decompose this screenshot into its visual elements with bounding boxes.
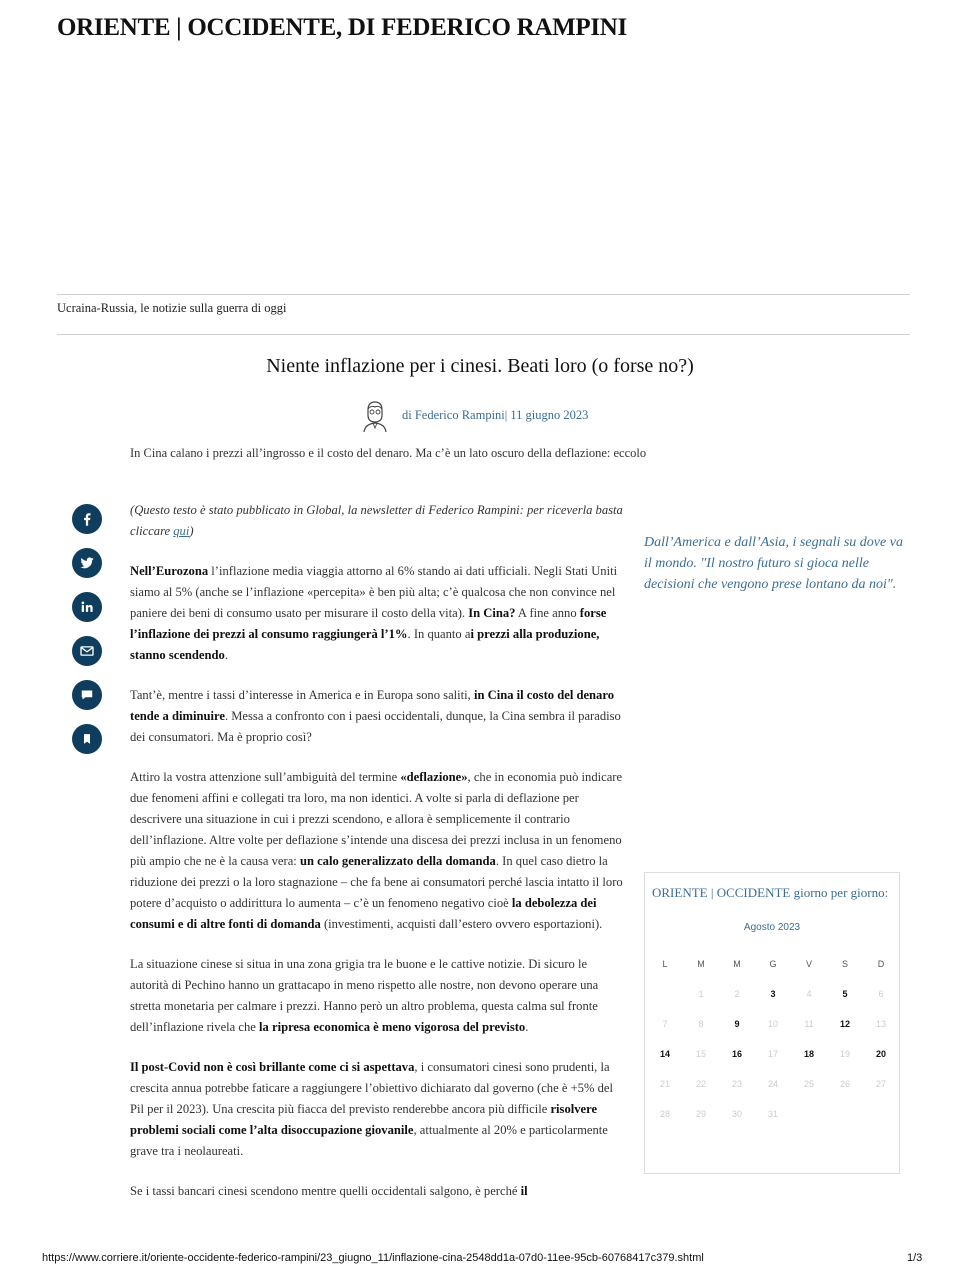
bookmark-button[interactable] bbox=[72, 724, 102, 754]
paragraph-text: l’inflazione media viaggia attorno al 6% stando ai dati ufficiali. Negli Stati Uniti siamo al 5% (anche se l’inflazione «percepita» è ben più alta; c’è qualcosa che non convince nel paniere dei beni di consumo usato per misurare il costo della vita). bbox=[130, 564, 618, 620]
paragraph-text: (investimenti, acquisti dall’estero ovvero esportazioni). bbox=[320, 917, 603, 931]
share-bar bbox=[72, 504, 102, 754]
calendar-day: 8 bbox=[698, 1019, 704, 1029]
email-share-button[interactable] bbox=[72, 636, 102, 666]
paragraph-text: . bbox=[224, 648, 228, 662]
calendar-day[interactable]: 20 bbox=[875, 1049, 886, 1059]
email-icon bbox=[78, 642, 96, 660]
calendar-day: 25 bbox=[803, 1079, 814, 1089]
paragraph-text: Tant’è, mentre i tassi d’interesse in America e in Europa sono saliti, bbox=[130, 688, 474, 702]
archive-calendar bbox=[644, 872, 900, 1174]
paragraph-text: . bbox=[525, 1020, 529, 1034]
calendar-empty-cell bbox=[791, 1099, 827, 1129]
calendar-weekday: D bbox=[877, 959, 885, 969]
paragraph-text: , attualmente al 20% e particolarmente grave tra i neolaureati. bbox=[130, 1123, 608, 1158]
calendar-empty-cell bbox=[827, 1099, 863, 1129]
linkedin-icon bbox=[78, 598, 96, 616]
facebook-share-button[interactable] bbox=[72, 504, 102, 534]
article-paragraph bbox=[130, 1181, 625, 1202]
calendar-day: 21 bbox=[659, 1079, 670, 1089]
paragraph-text: La situazione cinese si situa in una zona grigia tra le buone e le cattive notizie. Di sicuro le autorità di Pechino hanno un grattacapo in meno rispetto alle nostre, non devono operare una stretta monetaria per calmare i prezzi. Hanno però un altro problema, questa calma sul fronte dell’inflazione rivela che bbox=[130, 957, 599, 1034]
calendar-title: ORIENTE | OCCIDENTE giorno per giorno: bbox=[652, 885, 889, 900]
newsletter-note bbox=[130, 500, 625, 542]
article-subtitle: In Cina calano i prezzi all’ingrosso e il costo del denaro. Ma c’è un lato oscuro della deflazione: eccolo bbox=[130, 446, 647, 460]
calendar-weekday: L bbox=[662, 959, 668, 969]
calendar-day[interactable]: 16 bbox=[731, 1049, 742, 1059]
article-body bbox=[130, 500, 625, 1221]
calendar-weekday: M bbox=[697, 959, 705, 969]
paragraph-text: , i consumatori cinesi sono prudenti, la crescita annua potrebbe faticare a raggiungere l’obiettivo dichiarato dal governo (che è +5% del Pil per il 2023). Una crescita più fiacca del previsto renderebbe ancora più difficile bbox=[130, 1060, 613, 1116]
article-paragraph bbox=[130, 767, 625, 935]
bold-text: la debolezza dei consumi e di altre fonti di domanda bbox=[130, 896, 597, 931]
calendar-day: 29 bbox=[695, 1109, 706, 1119]
bold-text: la ripresa economica è meno vigorosa del previsto bbox=[259, 1020, 526, 1034]
bold-text: In Cina? bbox=[468, 606, 516, 620]
paragraph-text: . In quel caso dietro la riduzione dei prezzi o la loro stagnazione – che fa bene ai consumatori perché lascia intatto il loro potere d’acquisto o addirittura lo aumenta – c’è un fenomeno negativo cioè bbox=[130, 854, 623, 910]
calendar-day: 7 bbox=[662, 1019, 668, 1029]
calendar-day: 17 bbox=[767, 1049, 778, 1059]
note-text: (Questo testo è stato pubblicato in Global, la newsletter di Federico Rampini: per riceverla basta cliccare bbox=[130, 503, 623, 538]
byline bbox=[358, 398, 588, 432]
calendar-grid bbox=[647, 949, 899, 1129]
calendar-day: 10 bbox=[767, 1019, 778, 1029]
facebook-icon bbox=[78, 510, 96, 528]
bold-text: i prezzi alla produzione, stanno scendendo bbox=[130, 627, 600, 662]
calendar-day[interactable]: 5 bbox=[842, 989, 848, 999]
bold-text: Nell’Eurozona bbox=[130, 564, 209, 578]
twitter-icon bbox=[78, 554, 96, 572]
twitter-share-button[interactable] bbox=[72, 548, 102, 578]
calendar-day: 15 bbox=[695, 1049, 706, 1059]
calendar-day: 30 bbox=[731, 1109, 742, 1119]
calendar-day: 4 bbox=[806, 989, 812, 999]
bold-text: un calo generalizzato della domanda bbox=[299, 854, 496, 868]
comment-button[interactable] bbox=[72, 680, 102, 710]
calendar-day: 2 bbox=[734, 989, 740, 999]
author-avatar bbox=[358, 398, 392, 432]
calendar-weekday: M bbox=[733, 959, 741, 969]
article-title: Niente inflazione per i cinesi. Beati loro (o forse no?) bbox=[266, 355, 694, 377]
calendar-empty-cell bbox=[863, 1099, 899, 1129]
bold-text: «deflazione» bbox=[400, 770, 468, 784]
calendar-weekday: V bbox=[805, 959, 812, 969]
newsletter-link[interactable]: qui bbox=[173, 524, 190, 538]
calendar-day: 22 bbox=[695, 1079, 706, 1089]
bold-text: risolvere problemi sociali come l’alta disoccupazione giovanile bbox=[130, 1102, 598, 1137]
newsletter-promo-quote[interactable]: Dall’America e dall’Asia, i segnali su dove va il mondo. "Il nostro futuro si gioca nelle decisioni che vengono prese lontano da noi". bbox=[644, 535, 903, 592]
article-paragraph bbox=[130, 685, 625, 748]
divider bbox=[57, 294, 910, 295]
paragraph-text: Attiro la vostra attenzione sull’ambiguità del termine bbox=[130, 770, 401, 784]
paragraph-text: . In quanto a bbox=[407, 627, 471, 641]
calendar-day[interactable]: 18 bbox=[803, 1049, 814, 1059]
comment-icon bbox=[78, 686, 96, 704]
calendar-day[interactable]: 3 bbox=[770, 989, 776, 999]
calendar-day: 13 bbox=[875, 1019, 886, 1029]
article-paragraphs bbox=[130, 561, 625, 1202]
calendar-month[interactable]: Agosto 2023 bbox=[743, 922, 801, 933]
article-paragraph bbox=[130, 1057, 625, 1162]
linkedin-share-button[interactable] bbox=[72, 592, 102, 622]
calendar-day: 1 bbox=[698, 989, 704, 999]
paragraph-text: Se i tassi bancari cinesi scendono mentre quelli occidentali salgono, è perché bbox=[130, 1184, 521, 1198]
bookmark-icon bbox=[78, 730, 96, 748]
calendar-weekday: S bbox=[841, 959, 848, 969]
paragraph-text: , che in economia può indicare due fenomeni affini e collegati tra loro, ma non identici. A volte si parla di deflazione per descrivere una situazione in cui i prezzi scendono, e allora è semplicemente il contrario dell’inflazione. Altre volte per deflazione s’intende una discesa dei prezzi inclusa in un fenomeno più ampio che ne è la causa vera: bbox=[130, 770, 623, 868]
bold-text: in Cina il costo del denaro tende a diminuire bbox=[130, 688, 615, 723]
bold-text: Il post-Covid non è così brillante come ci si aspettava bbox=[130, 1060, 415, 1074]
calendar-day[interactable]: 9 bbox=[734, 1019, 740, 1029]
calendar-day: 26 bbox=[839, 1079, 850, 1089]
calendar-day[interactable]: 12 bbox=[839, 1019, 850, 1029]
paragraph-text: A fine anno bbox=[515, 606, 580, 620]
calendar-day[interactable]: 14 bbox=[659, 1049, 670, 1059]
bold-text: forse l’inflazione dei prezzi al consumo raggiungerà l’1% bbox=[130, 606, 607, 641]
news-link[interactable]: Ucraina-Russia, le notizie sulla guerra di oggi bbox=[57, 301, 287, 315]
calendar-day: 11 bbox=[804, 1019, 814, 1029]
note-text-end: ) bbox=[189, 524, 194, 538]
blog-title[interactable]: ORIENTE | OCCIDENTE, DI FEDERICO RAMPINI bbox=[57, 14, 627, 41]
footer-url: https://www.corriere.it/oriente-occidente-federico-rampini/23_giugno_11/inflazione-cina-2548dd1a-07d0-11ee-95cb-60768417c379.shtml bbox=[42, 1252, 704, 1264]
calendar-day: 27 bbox=[875, 1079, 886, 1089]
byline-text[interactable]: di Federico Rampini| 11 giugno 2023 bbox=[402, 407, 589, 422]
calendar-day: 19 bbox=[839, 1049, 850, 1059]
calendar-day: 28 bbox=[659, 1109, 670, 1119]
divider bbox=[57, 334, 910, 335]
footer-page-number: 1/3 bbox=[907, 1252, 923, 1264]
calendar-day: 6 bbox=[878, 989, 884, 999]
calendar-day: 24 bbox=[767, 1079, 778, 1089]
bold-text: il bbox=[520, 1184, 528, 1198]
article-paragraph bbox=[130, 561, 625, 666]
article-paragraph bbox=[130, 954, 625, 1038]
calendar-day: 23 bbox=[731, 1079, 742, 1089]
calendar-day: 31 bbox=[767, 1109, 778, 1119]
calendar-weekday: G bbox=[769, 959, 777, 969]
calendar-empty-cell bbox=[647, 979, 683, 1009]
paragraph-text: . Messa a confronto con i paesi occidentali, dunque, la Cina sembra il paradiso dei consumatori. Ma è proprio così? bbox=[130, 709, 621, 744]
